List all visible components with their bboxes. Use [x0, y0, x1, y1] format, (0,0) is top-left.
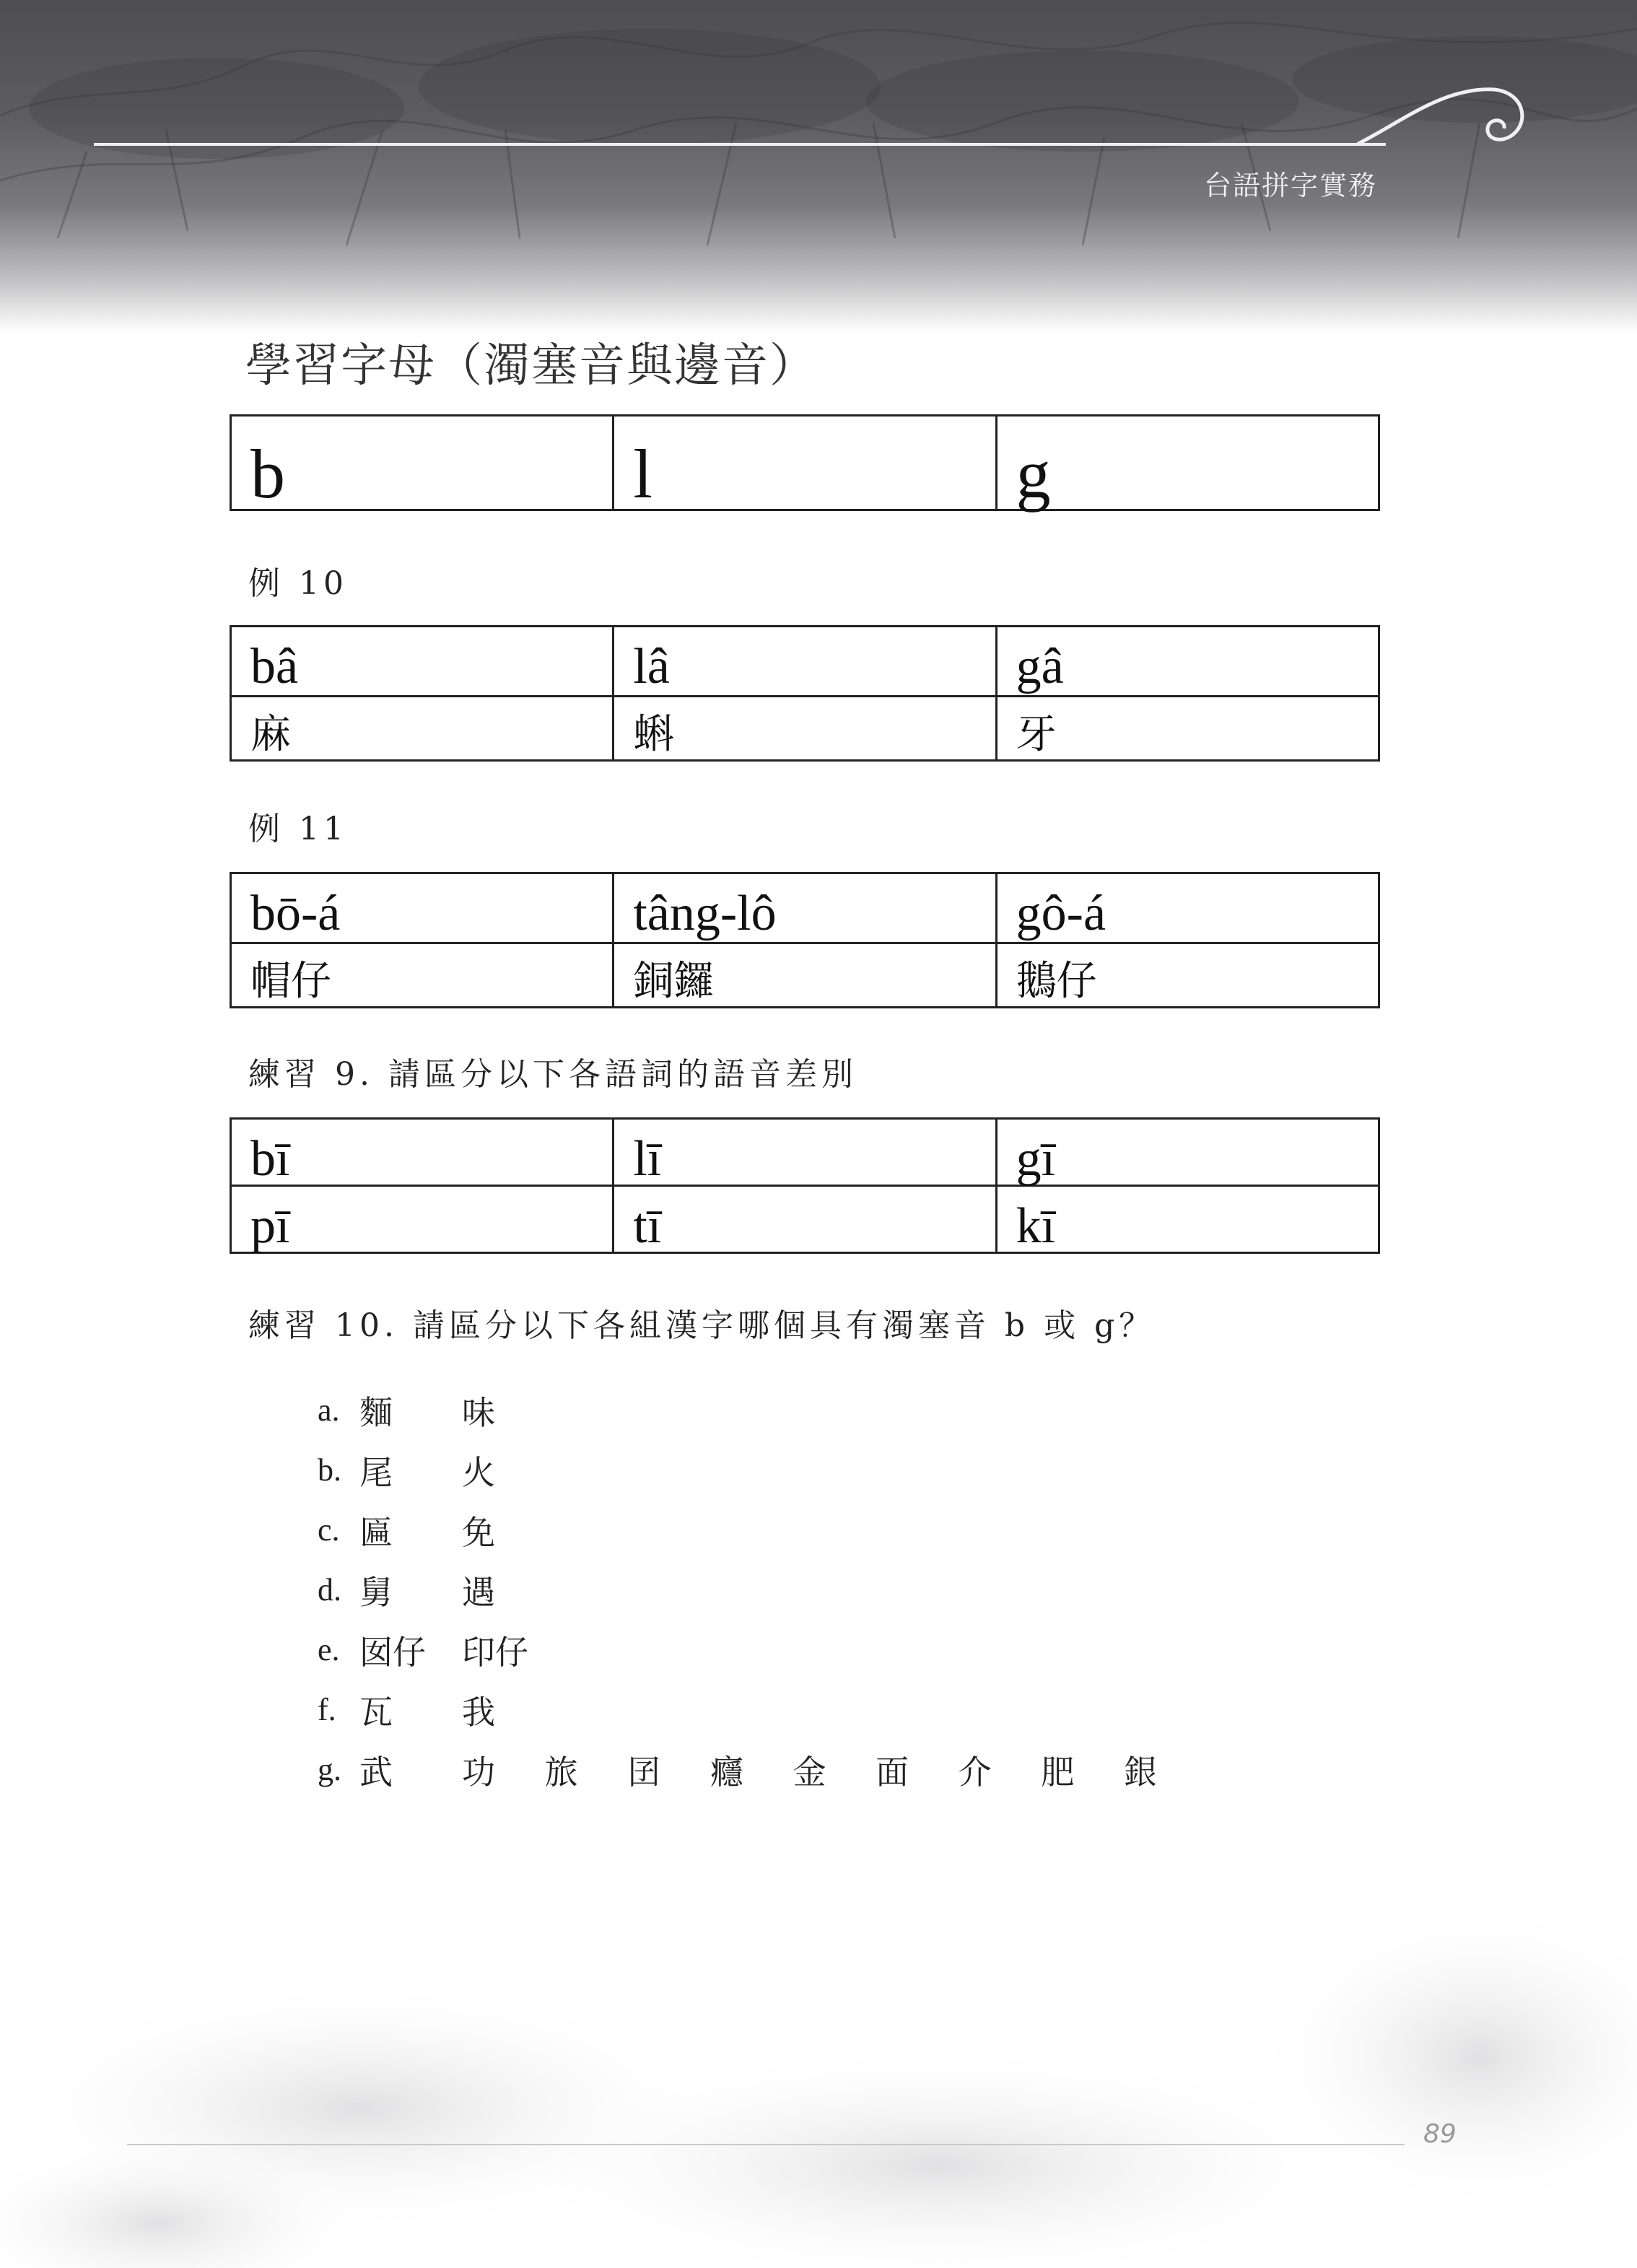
syllable-cell: lī	[614, 1119, 996, 1186]
item-word: 火	[462, 1452, 495, 1492]
letters-table	[230, 414, 1380, 511]
list-item	[318, 1620, 1196, 1680]
table-row	[231, 1119, 1379, 1186]
hanzi-cell: 蝌	[614, 697, 996, 761]
item-key: f.	[318, 1692, 336, 1727]
romanization-cell: lâ	[614, 627, 996, 697]
syllable-cell: bī	[231, 1119, 614, 1186]
list-item	[318, 1740, 1196, 1800]
item-first-word: 麵	[359, 1392, 393, 1432]
exercise-10-list	[318, 1380, 1196, 1800]
item-word: 囝	[627, 1752, 661, 1792]
syllable-cell: kī	[996, 1186, 1379, 1253]
list-item	[318, 1500, 1196, 1560]
item-other-words	[462, 1566, 534, 1614]
item-word: 旅	[544, 1752, 578, 1792]
item-other-words	[462, 1626, 528, 1674]
list-item	[318, 1440, 1196, 1500]
exercise-10-label: 練習 10. 請區分以下各組漢字哪個具有濁塞音 b 或 g？	[248, 1307, 1156, 1344]
item-first-word: 匾	[359, 1512, 393, 1552]
exercise-9-table	[230, 1117, 1380, 1254]
item-word: 面	[876, 1752, 909, 1792]
item-word: 免	[462, 1512, 495, 1552]
item-first-word: 瓦	[359, 1692, 393, 1732]
exercise-9-label: 練習 9. 請區分以下各語詞的語音差別	[248, 1056, 857, 1093]
syllable-cell: pī	[231, 1186, 614, 1253]
hanzi-cell: 銅鑼	[614, 943, 996, 1008]
swirl-ornament-icon	[1357, 79, 1537, 166]
mist-background-decoration	[0, 1891, 1637, 2268]
table-row	[231, 416, 1379, 510]
item-other-words	[462, 1686, 534, 1734]
item-other-words	[462, 1746, 1196, 1794]
romanization-cell: gâ	[996, 627, 1379, 697]
syllable-cell: tī	[614, 1186, 996, 1253]
item-word: 金	[793, 1752, 826, 1792]
syllable-cell: gī	[996, 1119, 1379, 1186]
romanization-cell: tâng-lô	[614, 873, 996, 943]
romanization-cell: gô-á	[996, 873, 1379, 943]
item-word: 遇	[462, 1572, 495, 1612]
letter-cell: g	[996, 416, 1379, 510]
item-key: a.	[318, 1392, 340, 1428]
example-10-table	[230, 625, 1380, 762]
tree-texture-decoration	[0, 0, 1637, 332]
item-first-word: 囡仔	[359, 1632, 426, 1672]
item-key: b.	[318, 1452, 341, 1488]
item-key: d.	[318, 1572, 341, 1608]
item-other-words	[462, 1447, 534, 1494]
footer-rule	[127, 2144, 1405, 2145]
example-11-label: 例 11	[248, 811, 348, 847]
letter-cell: l	[614, 416, 996, 510]
table-row	[231, 873, 1379, 943]
section-title: 學習字母（濁塞音與邊音）	[245, 339, 817, 393]
item-first-word: 武	[359, 1752, 393, 1792]
list-item	[318, 1680, 1196, 1740]
item-word: 味	[462, 1392, 495, 1432]
item-key: g.	[318, 1752, 341, 1787]
item-word: 我	[462, 1692, 495, 1732]
romanization-cell: bâ	[231, 627, 614, 697]
item-word: 銀	[1124, 1752, 1157, 1792]
header-rule	[94, 143, 1386, 146]
letter-cell: b	[231, 416, 614, 510]
item-key: e.	[318, 1632, 340, 1667]
item-word: 印仔	[462, 1632, 528, 1672]
list-item	[318, 1560, 1196, 1620]
item-first-word: 舅	[359, 1572, 393, 1612]
item-other-words	[462, 1387, 534, 1434]
table-row	[231, 943, 1379, 1008]
running-header-title: 台語拼字實務	[1203, 170, 1377, 201]
table-row	[231, 1186, 1379, 1253]
hanzi-cell: 牙	[996, 697, 1379, 761]
hanzi-cell: 鵝仔	[996, 943, 1379, 1008]
item-word: 癮	[710, 1752, 743, 1792]
hanzi-cell: 帽仔	[231, 943, 614, 1008]
romanization-cell: bō-á	[231, 873, 614, 943]
item-other-words	[462, 1506, 534, 1554]
hanzi-cell: 麻	[231, 697, 614, 761]
item-key: c.	[318, 1512, 340, 1548]
table-row	[231, 627, 1379, 697]
item-word: 介	[958, 1752, 992, 1792]
table-row	[231, 697, 1379, 761]
page-number: 89	[1423, 2119, 1457, 2149]
item-word: 功	[462, 1752, 495, 1792]
example-11-table	[230, 872, 1380, 1008]
example-10-label: 例 10	[248, 565, 348, 602]
item-first-word: 尾	[359, 1452, 393, 1492]
item-word: 肥	[1041, 1752, 1075, 1792]
list-item	[318, 1380, 1196, 1440]
